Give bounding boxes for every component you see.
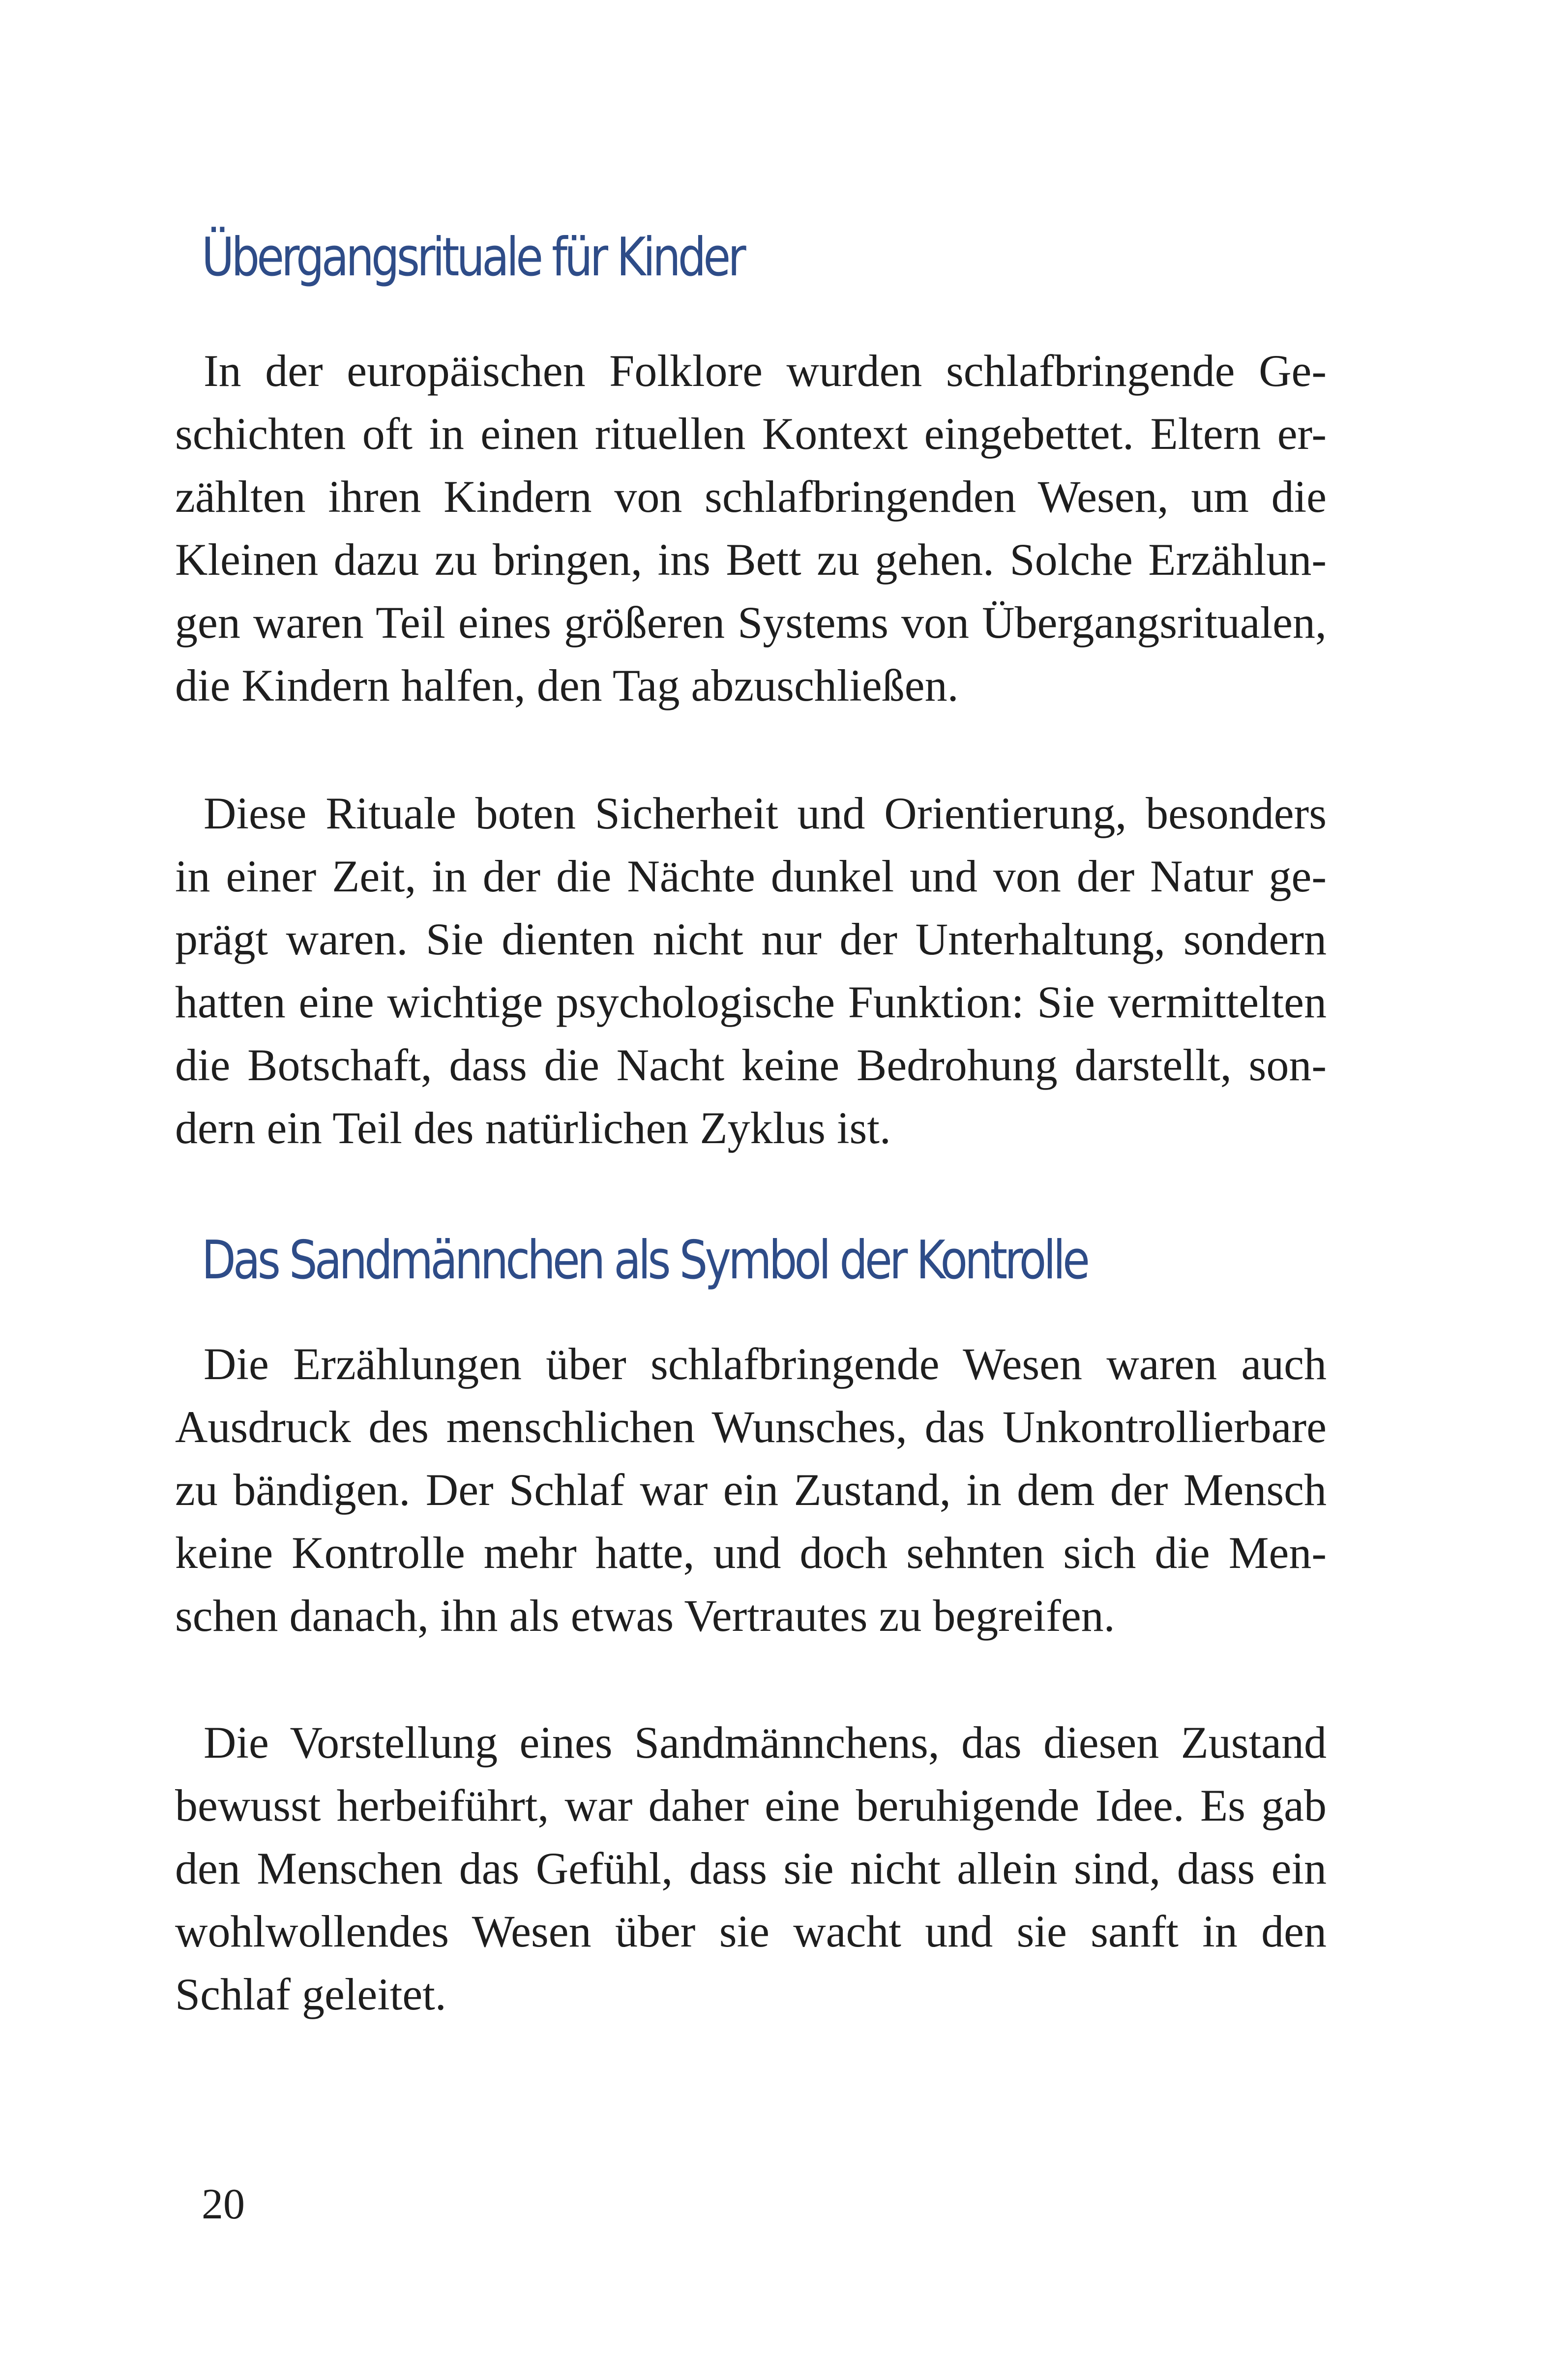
paragraph-line: zählten ihren Kindern von schlafbringenden Wesen, um die [175, 472, 1327, 522]
paragraph-line: zu bändigen. Der Schlaf war ein Zustand, in dem der Mensch [175, 1465, 1327, 1515]
paragraph-line: In der europäischen Folklore wurden schlafbringende Ge- [204, 346, 1327, 396]
paragraph-line: schen danach, ihn als etwas Vertrautes zu begreifen. [175, 1591, 1115, 1641]
section-heading-sandmaennchen: Das Sandmännchen als Symbol der Kontrolle [202, 1230, 1088, 1291]
paragraph-line: Die Vorstellung eines Sandmännchens, das diesen Zustand [204, 1717, 1327, 1768]
paragraph-line: keine Kontrolle mehr hatte, und doch sehnten sich die Men- [175, 1528, 1327, 1578]
paragraph-line: Die Erzählungen über schlafbringende Wesen waren auch [204, 1339, 1327, 1389]
paragraph-line: die Botschaft, dass die Nacht keine Bedrohung darstellt, son- [175, 1040, 1327, 1090]
paragraph [175, 339, 1327, 717]
paragraph-line: wohlwollendes Wesen über sie wacht und sie sanft in den [175, 1906, 1327, 1956]
paragraph-line: hatten eine wichtige psychologische Funktion: Sie vermittelten [175, 977, 1327, 1027]
paragraph-line: in einer Zeit, in der die Nächte dunkel und von der Natur ge- [175, 851, 1327, 901]
paragraph [175, 1711, 1327, 2026]
paragraph-line: dern ein Teil des natürlichen Zyklus ist. [175, 1103, 891, 1153]
paragraph-line: die Kindern halfen, den Tag abzuschließen. [175, 660, 959, 710]
paragraph-line: gen waren Teil eines größeren Systems von Übergangsritualen, [175, 597, 1327, 648]
paragraph-line: schichten oft in einen rituellen Kontext eingebettet. Eltern er- [175, 409, 1327, 459]
paragraph-line: bewusst herbeiführt, war daher eine beruhigende Idee. Es gab [175, 1780, 1327, 1830]
paragraph-line: Kleinen dazu zu bringen, ins Bett zu gehen. Solche Erzählun- [175, 534, 1327, 585]
paragraph-line: Diese Rituale boten Sicherheit und Orientierung, besonders [204, 788, 1327, 838]
page-number: 20 [202, 2181, 245, 2228]
paragraph-line: prägt waren. Sie dienten nicht nur der Unterhaltung, sondern [175, 914, 1327, 964]
section-heading-uebergangsrituale: Übergangsrituale für Kinder [202, 227, 743, 288]
paragraph-line: Schlaf geleitet. [175, 1969, 446, 2019]
paragraph-line: Ausdruck des menschlichen Wunsches, das Unkontrollierbare [175, 1402, 1327, 1452]
paragraph [175, 782, 1327, 1159]
paragraph [175, 1332, 1327, 1647]
paragraph-line: den Menschen das Gefühl, dass sie nicht allein sind, dass ein [175, 1843, 1327, 1893]
